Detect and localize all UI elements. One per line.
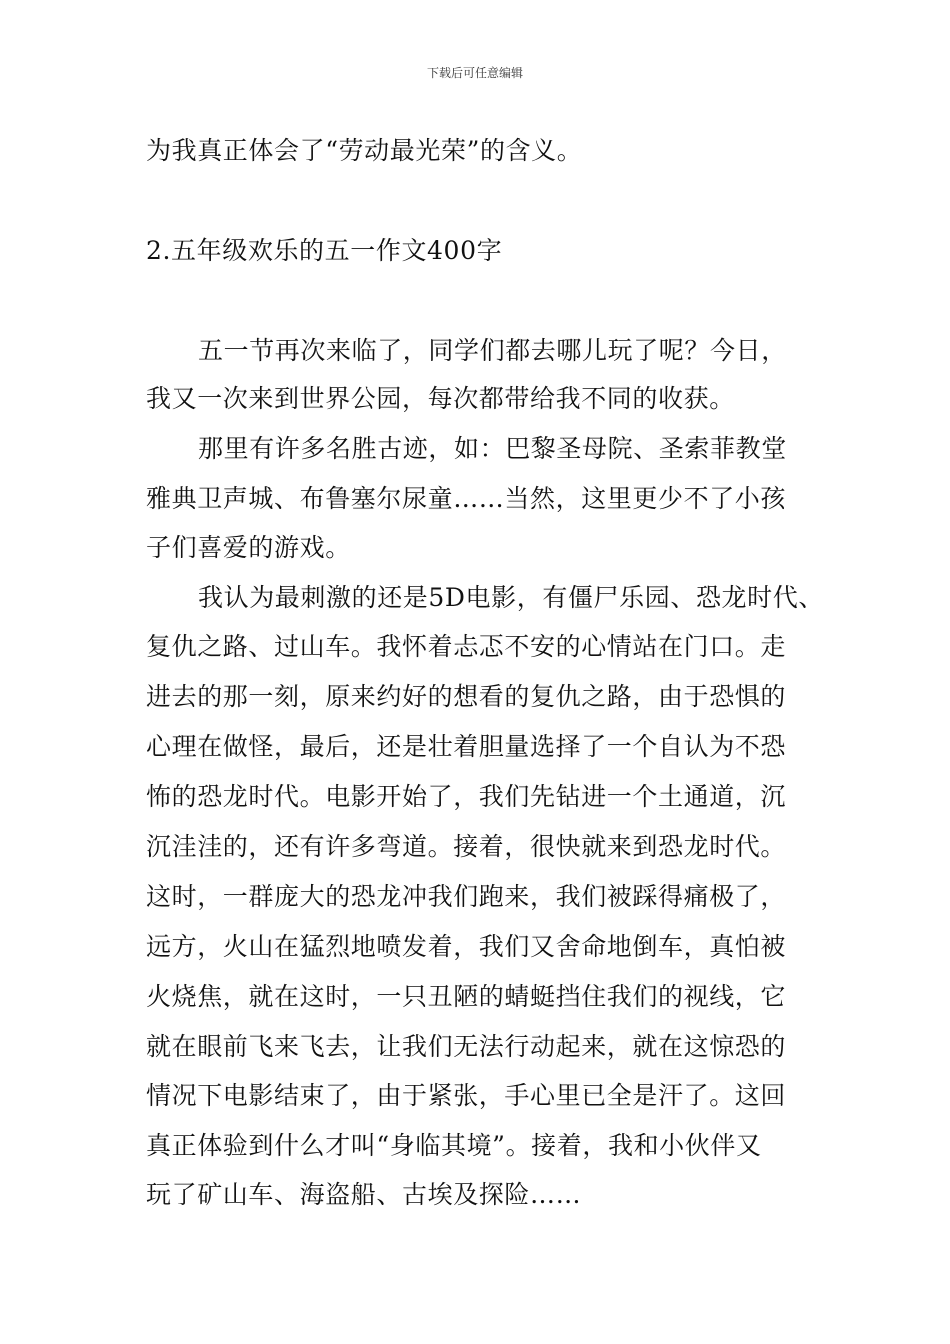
paragraph-line: 远方，火山在猛烈地喷发着，我们又舍命地倒车，真怕被 — [146, 932, 787, 961]
paragraph-line: 玩了矿山车、海盗船、古埃及探险…… — [146, 1180, 582, 1209]
paragraph-line: 那里有许多名胜古迹，如：巴黎圣母院、圣索菲教堂 — [198, 434, 787, 463]
paragraph-line: 进去的那一刻，原来约好的想看的复仇之路，由于恐惧的 — [146, 682, 787, 711]
paragraph-line: 我认为最刺激的还是5D电影，有僵尸乐园、恐龙时代、 — [198, 583, 824, 612]
paragraph-line: 复仇之路、过山车。我怀着忐忑不安的心情站在门口。走 — [146, 632, 787, 661]
paragraph-line: 这时，一群庞大的恐龙冲我们跑来，我们被踩得痛极了， — [146, 882, 787, 911]
paragraph-line: 子们喜爱的游戏。 — [146, 533, 351, 562]
paragraph-line: 情况下电影结束了，由于紧张，手心里已全是汗了。这回 — [146, 1081, 787, 1110]
section-heading: 2.五年级欢乐的五一作文400字 — [146, 236, 503, 265]
paragraph-line: 五一节再次来临了，同学们都去哪儿玩了呢？今日， — [198, 336, 787, 365]
paragraph-line: 真正体验到什么才叫“身临其境”。接着，我和小伙伴又 — [146, 1131, 762, 1160]
paragraph-line: 雅典卫声城、布鲁塞尔尿童……当然，这里更少不了小孩 — [146, 484, 787, 513]
paragraph-line: 我又一次来到世界公园，每次都带给我不同的收获。 — [146, 384, 735, 413]
paragraph-line: 沉洼洼的，还有许多弯道。接着，很快就来到恐龙时代。 — [146, 832, 787, 861]
paragraph-line: 火烧焦，就在这时，一只丑陋的蜻蜓挡住我们的视线，它 — [146, 982, 787, 1011]
paragraph-line: 为我真正体会了“劳动最光荣”的含义。 — [146, 136, 583, 165]
paragraph-line: 就在眼前飞来飞去，让我们无法行动起来，就在这惊恐的 — [146, 1032, 787, 1061]
page-header: 下载后可任意编辑 — [426, 66, 523, 80]
paragraph-line: 心理在做怪，最后，还是壮着胆量选择了一个自认为不恐 — [146, 732, 787, 761]
paragraph-line: 怖的恐龙时代。电影开始了，我们先钻进一个土通道，沉 — [146, 782, 787, 811]
